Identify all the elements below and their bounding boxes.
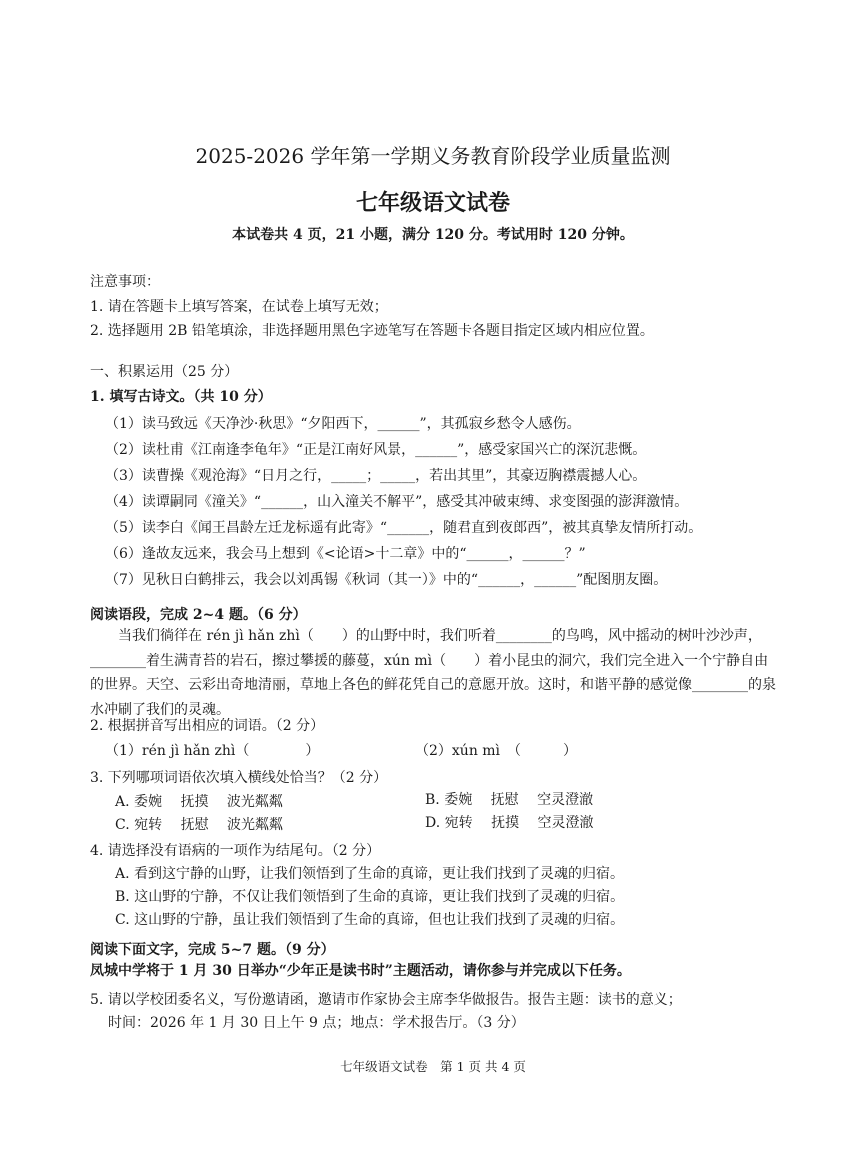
q1-item-1: （1）读马致远《天净沙·秋思》“夕阳西下，______”，其孤寂乡愁令人感伤。 — [105, 416, 581, 432]
reading1-paragraph: 当我们徜徉在 rén jì hǎn zhì（ ）的山野中时，我们听着________的鸟鸣，风中摇动的树叶沙沙声，________着生满青苔的岩石，擦过攀援的藤蔓，xún mì（ ）着小昆虫的洞穴，我们完全进入一个宁静自由的世界。天空、云彩出奇地清丽，草地上各色的鲜花凭自己的意愿开放。这时，和谐平静的感觉像________的泉水冲刷了我们的灵魂。 — [90, 628, 776, 718]
q1-item-3: （3）读曹操《观沧海》“日月之行，_____；_____，若出其里”，其豪迈胸襟震撼人心。 — [105, 468, 647, 484]
q3-option-a: A. 委婉 抚摸 波光粼粼 — [115, 794, 283, 810]
q2-part-a: （1）rén jì hǎn zhì（ ） — [105, 743, 320, 759]
notice-item-1: 1. 请在答题卡上填写答案，在试卷上填写无效； — [90, 299, 388, 315]
q1-heading: 1. 填写古诗文。（共 10 分） — [90, 389, 272, 405]
q4-option-a: A. 看到这宁静的山野，让我们领悟到了生命的真谛，更让我们找到了灵魂的归宿。 — [115, 866, 625, 882]
reading2-intro: 凤城中学将于 1 月 30 日举办“少年正是读书时”主题活动，请你参与并完成以下任务。 — [90, 963, 631, 979]
exam-subtitle: 七年级语文试卷 — [355, 190, 510, 216]
q5-line-2: 时间：2026 年 1 月 30 日上午 9 点；地点：学术报告厅。（3 分） — [108, 1015, 525, 1031]
q4-option-c: C. 这山野的宁静，虽让我们领悟到了生命的真谛，但也让我们找到了灵魂的归宿。 — [115, 912, 625, 928]
q1-item-2: （2）读杜甫《江南逢李龟年》“正是江南好风景，______”，感受家国兴亡的深沉悲慨。 — [105, 442, 647, 458]
q1-item-5: （5）读李白《闻王昌龄左迁龙标遥有此寄》“______，随君直到夜郎西”，被其真挚友情所打动。 — [105, 520, 703, 536]
q3-option-d: D. 宛转 抚摸 空灵澄澈 — [425, 815, 594, 831]
q1-item-6: （6）逢故友远来，我会马上想到《<论语>十二章》中的“______，______？” — [105, 546, 586, 562]
reading1-heading: 阅读语段，完成 2~4 题。（6 分） — [90, 607, 307, 623]
q2-part-b: （2）xún mì （ ） — [415, 743, 578, 759]
q3-heading: 3. 下列哪项词语依次填入横线处恰当？（2 分） — [90, 770, 388, 786]
q4-option-b: B. 这山野的宁静，不仅让我们领悟到了生命的真谛，更让我们找到了灵魂的归宿。 — [115, 889, 625, 905]
page-footer: 七年级语文试卷 第 1 页 共 4 页 — [340, 1059, 526, 1074]
q5-line-1: 5. 请以学校团委名义，写份邀请函，邀请市作家协会主席李华做报告。报告主题：读书的意义； — [90, 992, 682, 1008]
q2-heading: 2. 根据拼音写出相应的词语。（2 分） — [90, 718, 325, 734]
notice-heading: 注意事项： — [90, 274, 160, 290]
exam-title: 2025-2026 学年第一学期义务教育阶段学业质量监测 — [195, 144, 671, 168]
exam-info: 本试卷共 4 页，21 小题，满分 120 分。考试用时 120 分钟。 — [232, 227, 634, 243]
section1-heading: 一、积累运用（25 分） — [90, 364, 239, 380]
notice-item-2: 2. 选择题用 2B 铅笔填涂，非选择题用黑色字迹笔写在答题卡各题目指定区域内相应位置。 — [90, 323, 654, 339]
q3-option-c: C. 宛转 抚慰 波光粼粼 — [115, 817, 284, 833]
reading2-heading: 阅读下面文字，完成 5~7 题。（9 分） — [90, 942, 335, 958]
q3-option-b: B. 委婉 抚慰 空灵澄澈 — [425, 792, 594, 808]
q1-item-7: （7）见秋日白鹤排云，我会以刘禹锡《秋词（其一）》中的“______，______”配图朋友圈。 — [105, 572, 668, 588]
q1-item-4: （4）读谭嗣同《潼关》“______，山入潼关不解平”，感受其冲破束缚、求变图强的澎湃激情。 — [105, 494, 689, 510]
q4-heading: 4. 请选择没有语病的一项作为结尾句。（2 分） — [90, 843, 381, 859]
